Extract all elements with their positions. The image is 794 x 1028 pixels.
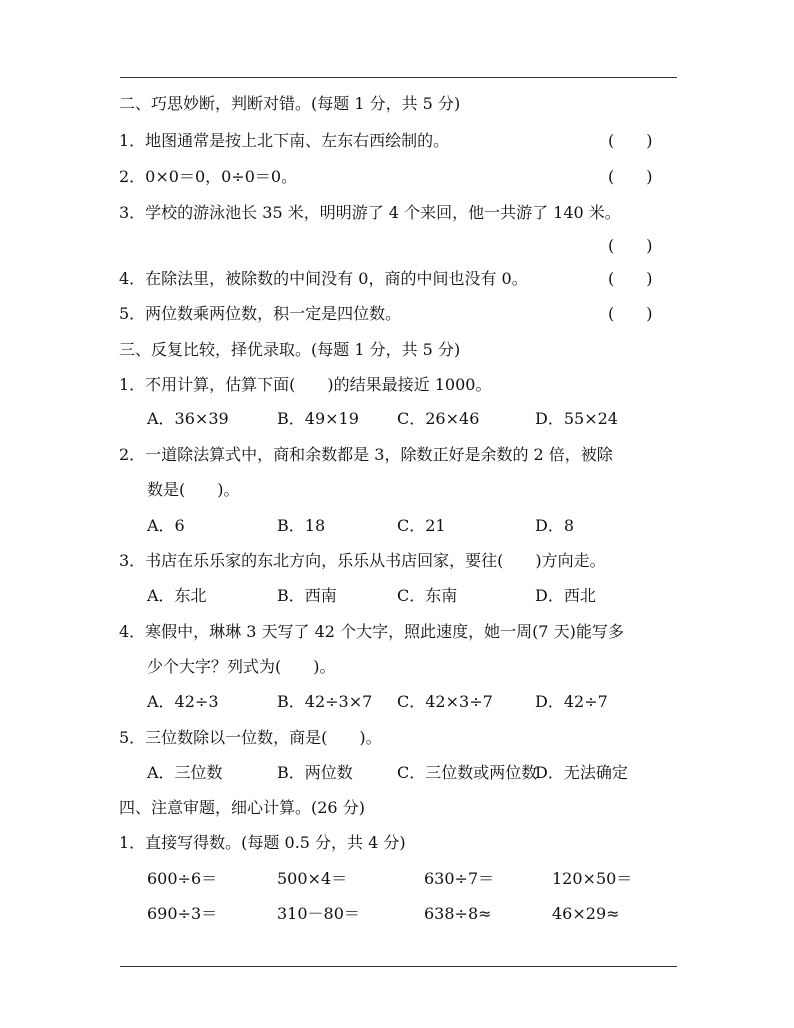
- q5-option-a[interactable]: A．三位数: [147, 763, 223, 782]
- judge-question-1: 1．地图通常是按上北下南、左东右西绘制的。: [119, 131, 450, 150]
- top-rule: [120, 77, 677, 78]
- choice-question-3: 3．书店在乐乐家的东北方向，乐乐从书店回家，要往( )方向走。: [119, 551, 606, 570]
- judge-question-4: 4．在除法里，被除数的中间没有 0，商的中间也没有 0。: [119, 269, 528, 288]
- calc-item: 600÷6＝: [147, 869, 218, 888]
- q4-option-a[interactable]: A．42÷3: [147, 692, 219, 711]
- choice-question-4-cont: 少个大字？列式为( )。: [147, 657, 336, 676]
- calc-item: 690÷3＝: [147, 904, 218, 923]
- answer-blank-1[interactable]: ( ): [608, 131, 653, 150]
- q2-option-a[interactable]: A．6: [147, 516, 185, 535]
- q1-option-c[interactable]: C．26×46: [397, 409, 480, 428]
- q2-option-b[interactable]: B．18: [277, 516, 326, 535]
- q1-option-b[interactable]: B．49×19: [277, 409, 359, 428]
- calc-item: 46×29≈: [552, 904, 620, 923]
- q5-option-c[interactable]: C．三位数或两位数: [397, 763, 538, 782]
- q4-option-d[interactable]: D．42÷7: [535, 692, 608, 711]
- calc-item: 310－80＝: [277, 904, 360, 923]
- q1-option-a[interactable]: A．36×39: [147, 409, 229, 428]
- judge-question-3: 3．学校的游泳池长 35 米，明明游了 4 个来回，他一共游了 140 米。: [119, 203, 621, 222]
- judge-question-5: 5．两位数乘两位数，积一定是四位数。: [119, 304, 402, 323]
- section4-title: 四、注意审题，细心计算。(26 分): [119, 798, 365, 817]
- q5-option-b[interactable]: B．两位数: [277, 763, 353, 782]
- q3-option-a[interactable]: A．东北: [147, 586, 207, 605]
- calc-item: 120×50＝: [552, 869, 633, 888]
- choice-question-2-cont: 数是( )。: [147, 480, 240, 499]
- q5-option-d[interactable]: D．无法确定: [535, 763, 628, 782]
- q3-option-c[interactable]: C．东南: [397, 586, 458, 605]
- answer-blank-4[interactable]: ( ): [608, 269, 653, 288]
- answer-blank-3[interactable]: ( ): [608, 236, 653, 255]
- q4-option-b[interactable]: B．42÷3×7: [277, 692, 373, 711]
- q2-option-d[interactable]: D．8: [535, 516, 575, 535]
- calc-item: 630÷7＝: [424, 869, 495, 888]
- q1-option-d[interactable]: D．55×24: [535, 409, 618, 428]
- choice-question-1: 1．不用计算，估算下面( )的结果最接近 1000。: [119, 375, 492, 394]
- choice-question-4: 4．寒假中，琳琳 3 天写了 42 个大字，照此速度，她一周(7 天)能写多: [119, 622, 624, 641]
- q3-option-d[interactable]: D．西北: [535, 586, 596, 605]
- choice-question-2: 2．一道除法算式中，商和余数都是 3，除数正好是余数的 2 倍，被除: [119, 445, 613, 464]
- judge-question-2: 2．0×0＝0，0÷0＝0。: [119, 167, 298, 186]
- answer-blank-2[interactable]: ( ): [608, 167, 653, 186]
- q4-option-c[interactable]: C．42×3÷7: [397, 692, 493, 711]
- calc-item: 500×4＝: [277, 869, 348, 888]
- answer-blank-5[interactable]: ( ): [608, 304, 653, 323]
- section3-title: 三、反复比较，择优录取。(每题 1 分，共 5 分): [119, 340, 461, 359]
- choice-question-5: 5．三位数除以一位数，商是( )。: [119, 728, 382, 747]
- calc-item: 638÷8≈: [424, 904, 492, 923]
- section4-sub1: 1．直接写得数。(每题 0.5 分，共 4 分): [119, 833, 406, 852]
- q2-option-c[interactable]: C．21: [397, 516, 446, 535]
- q3-option-b[interactable]: B．西南: [277, 586, 337, 605]
- bottom-rule: [120, 966, 677, 967]
- section2-title: 二、巧思妙断，判断对错。(每题 1 分，共 5 分): [119, 94, 461, 113]
